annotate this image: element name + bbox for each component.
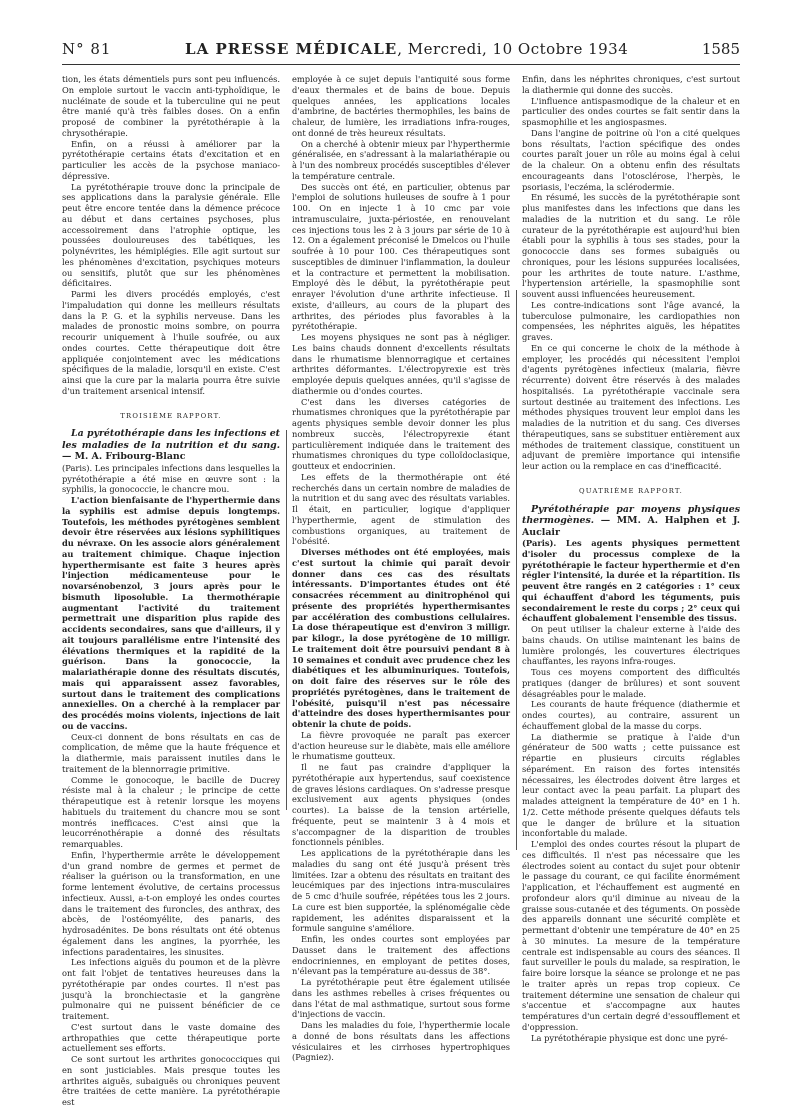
paragraph: La pyrétothérapie physique est donc une pyré- [531,1032,728,1043]
paragraph: Des succès ont été, en particulier, obtenus par l'emploi de solutions huileuses de soufre à 1 pour 100. On en injecte 1 à 10 cmc par voie intramusculaire, juxta-périostée, en renouvelant ces injections tous les 2 à 3 jours par série de 10 à 12. On a également préconisé le Dmelcos ou l'huile soufrée à 10 pour 100. Ces thérapeutiques sont susceptibles de diminuer l'inflammation, la douleur et la contracture et permettent la mobilisation. Employé dès le début, la pyrétothérapie peut enrayer l'évolution d'une arthrite infectieuse. Il existe, d'ailleurs, au cours de la plupart des arthrites, des périodes plus favorables à la pyrétothérapie. [292,181,510,332]
section-label: TROISIÈME RAPPORT. [120,411,222,420]
article-body [62,74,742,1107]
paragraph: C'est surtout dans le vaste domaine des arthropathies que cette thérapeutique porte actuellement ses efforts. [62,1021,280,1054]
paragraph: Les contre-indications sont l'âge avancé, la tuberculose pulmonaire, les cardiopathies non compensées, les néphrites aiguës, les hépatites graves. [522,299,740,342]
paragraph: En ce qui concerne le choix de la méthode à employer, les procédés qui nécessitent l'emploi d'agents pyrétogènes infectieux (malaria, fièvre récurrente) doivent être réservés à des malades hospitalisés. La pyrétothérapie vaccinale sera surtout destinée au traitement des infections. Les méthodes physiques trouvent leur emploi dans les maladies de la nutrition et du sang. Ces diverses thérapeutiques, sans se substituer entièrement aux méthodes de traitement classique, constituent un adjuvant de première importance qui intensifie leur action ou la remplace en cas d'inefficacité. [522,342,740,471]
paragraph: Enfin, on a réussi à améliorer par la pyrétothérapie certains états d'excitation et en particulier les accès de la psychose maniaco-dépressive. [62,138,280,181]
paragraph: Enfin, dans les néphrites chroniques, c'est surtout la diathermie qui donne des succès. [522,74,740,95]
page-header [62,40,740,65]
report-heading [62,428,280,463]
paragraph: Dans les maladies du foie, l'hyperthermie locale a donné de bons résultats dans les affections vésiculaires et les cirrhoses hypertrophiques (Pagniez). [292,1020,510,1063]
paragraph: (Paris). Les agents physiques permettent d'isoler du processus complexe de la pyrétothérapie le facteur hyperthermie et d'en régler l'intensité, la durée et la répartition. Ils peuvent être rangés en 2 catégories : 1° ceux qui échauffent d'abord les téguments, puis secondairement le reste du corps ; 2° ceux qui échauffent globalement l'ensemble des tissus. [522,538,740,624]
column-3 [522,74,740,1074]
issue-number: N° 81 [62,40,112,58]
paragraph: employée à ce sujet depuis l'antiquité sous forme d'eaux thermales et de bains de boue. Depuis quelques années, les applications locales d'ambrine, de bactéries thermophiles, les bains de chaleur, de lumière, les irradiations infra-rouges, ont donné de très heureux résultats. [292,74,510,138]
column-2 [292,74,510,1074]
paragraph: Les applications de la pyrétothérapie dans les maladies du sang ont été jusqu'à présent très limitées. Izar a obtenu des résultats en traitant des leucémiques par des injections intra-musculaires de 5 cmc d'huile soufrée, répétées tous les 2 jours. La cure est bien supportée, la splénomégalie cède rapidement, les adénites disparaissent et la formule sanguine s'améliore. [292,848,510,934]
paragraph: Diverses méthodes ont été employées, mais c'est surtout la chimie qui paraît devoir donner dans ces cas des résultats intéressants. D'importantes études ont été consacrées récemment au dinitrophénol qui présente des propriétés hyperthermisantes par accélération des combustions cellulaires. La dose thérapeutique est d'environ 3 milligr. par kilogr., la dose pyrétogène de 10 milligr. Le traitement doit être poursuivi pendant 8 à 10 semaines et conduit avec prudence chez les diabétiques et les albuminuriques. Toutefois, on doit faire des réserves sur le rôle des propriétés pyrétogènes, dans le traitement de l'obésité, puisqu'il n'est pas nécessaire d'atteindre des doses hyperthermisantes pour obtenir la chute de poids. [292,547,510,729]
report-author: — MM. A. Halphen et J. Auclair [522,515,740,538]
paragraph: Parmi les divers procédés employés, c'est l'impaludation qui donne les meilleurs résultats dans la P. G. et la syphilis nerveuse. Dans les malades de pronostic moins sombre, on pourra recourir uniquement à l'huile soufrée, ou aux ondes courtes. Cette thérapeutique doit être appliquée conjointement avec les médications spécifiques de la maladie, lorsqu'il en existe. C'est ainsi que la cure par la malaria pourra être suivie d'un traitement arsenical intensif. [62,289,280,396]
journal-title [185,40,628,58]
paragraph: (Paris). Les principales infections dans lesquelles la pyrétothérapie a été mise en œuvre sont : la syphilis, la gonococcie, le chancre mou. [62,462,280,495]
issue-date: , Mercredi, 10 Octobre 1934 [397,40,629,58]
masthead: LA PRESSE MÉDICALE [185,40,398,58]
paragraph: Comme le gonocoque, le bacille de Ducrey résiste mal à la chaleur ; le principe de cette thérapeutique est à retenir lorsque les moyens habituels du traitement du chancre mou se sont montrés inefficaces. C'est ainsi que la leucorrénothérapie a donné des résultats remarquables. [62,774,280,849]
report-title: La pyrétothérapie dans les infections et les maladies de la nutrition et du sang. [62,428,280,451]
paragraph: Enfin, les ondes courtes sont employées par Dausset dans le traitement des affections endocriniennes, en employant de petites doses, n'élevant pas la température au-dessus de 38°. [292,934,510,977]
paragraph: Les effets de la thermothérapie ont été recherchés dans un certain nombre de maladies de la nutrition et du sang avec des résultats variables. Il était, en particulier, logique d'appliquer l'hyperthermie, agent de stimulation des combustions organiques, au traitement de l'obésité. [292,471,510,547]
paragraph: L'emploi des ondes courtes résout la plupart de ces difficultés. Il n'est pas nécessaire que les électrodes soient au contact du sujet pour obtenir le passage du courant, ce qui facilite énormément l'application, et l'échauffement est augmenté en profondeur alors qu'il diminue au niveau de la graisse sous-cutanée et des téguments. On possède des appareils donnant une sécurité complète et permettant d'obtenir une température de 40° en 25 à 30 minutes. La mesure de la température centrale est indispensable au cours des séances. Il faut surveiller le pouls du malade, sa respiration, le faire boire lorsque la séance se prolonge et ne pas le traiter après un repas trop copieux. Ce traitement détermine une sensation de chaleur qui s'accentue et s'accompagne aux hautes températures d'un certain degré d'essoufflement et d'oppression. [522,839,740,1032]
paragraph: Dans l'angine de poitrine où l'on a cité quelques bons résultats, l'action spécifique des ondes courtes paraît jouer un rôle au moins égal à celui de la chaleur. On a obtenu enfin des résultats encourageants dans l'otosclérose, l'herpès, le psoriasis, l'eczéma, la sclérodermie. [522,127,740,192]
paragraph: La pyrétothérapie peut être également utilisée dans les asthmes rebelles à crises fréquentes ou dans l'état de mal asthmatique, surtout sous forme d'injections de vaccin. [292,977,510,1020]
page-number: 1585 [701,40,740,58]
column-1 [62,74,280,1107]
paragraph: On peut utiliser la chaleur externe à l'aide des bains chauds. On utilise maintenant les bains de lumière prolongés, les couvertures électriques chauffantes, les rayons infra-rouges. [522,624,740,667]
paragraph: Les moyens physiques ne sont pas à négliger. Les bains chauds donnent d'excellents résultats dans le rhumatisme blennorragique et certaines arthrites déformantes. L'électropyrexie est très employée depuis quelques années, qu'il s'agisse de diathermie ou d'ondes courtes. [292,332,510,396]
report-author: — M. A. Fribourg-Blanc [62,451,186,463]
paragraph: L'influence antispasmodique de la chaleur et en particulier des ondes courtes se fait sentir dans la spasmophilie et les angiospasmes. [522,95,740,127]
paragraph: Tous ces moyens comportent des difficultés pratiques (danger de brûlures) et sont souvent désagréables pour le malade. [522,667,740,699]
paragraph: C'est dans les diverses catégories de rhumatismes chroniques que la pyrétothérapie par agents physiques semble devoir donner les plus nombreux succès, l'électropyrexie étant particulièrement indiquée dans le traitement des rhumatismes chroniques du type colloïdoclasique, goutteux et endocrinien. [292,396,510,471]
paragraph: Enfin, l'hyperthermie arrête le développement d'un grand nombre de germes et permet de réaliser la guérison ou la transformation, en une forme lentement évolutive, de certains processus infectieux. Aussi, a-t-on employé les ondes courtes dans le traitement des furoncles, des anthrax, des abcès, de l'ostéomyélite, des panaris, des hydrosadénites. De bons résultats ont été obtenus également dans les angines, la pyorrhée, les infections paradentaires, les sinusites. [62,849,280,957]
section-label: QUATRIÈME RAPPORT. [578,486,684,495]
paragraph: Les courants de haute fréquence (diathermie et ondes courtes), au contraire, assurent un échauffement global de la masse du corps. [522,699,740,731]
paragraph: La fièvre provoquée ne paraît pas exercer d'action heureuse sur le diabète, mais elle améliore le rhumatisme goutteux. [292,729,510,762]
paragraph: La diathermie se pratique à l'aide d'un générateur de 500 watts ; cette puissance est répartie en plusieurs circuits réglables séparément. En raison des fortes intensités nécessaires, les électrodes doivent être larges et leur contact avec la peau parfait. La plupart des malades atteignent la température de 40° en 1 h. 1/2. Cette méthode présente quelques défauts tels que le danger de brûlure et la situation inconfortable du malade. [522,731,740,839]
paragraph: tion, les états démentiels purs sont peu influencés. On emploie surtout le vaccin anti-typhoïdique, le nucléinate de soude et la tuberculine qui ne peut être manié qu'à très faibles doses. On a enfin proposé de combiner la pyrétothérapie à la chrysothérapie. [62,74,280,138]
paragraph: Ce sont surtout les arthrites gonococciques qui en sont justiciables. Mais presque toutes les arthrites aiguës, subaiguës ou chroniques peuvent être traitées de cette manière. La pyrétothérapie est [62,1054,280,1107]
report-heading [522,504,740,539]
paragraph: La pyrétothérapie trouve donc la principale de ses applications dans la paralysie générale. Elle peut être encore tentée dans la démence précoce au début et dans certaines psychoses, plus accessoirement dans l'atrophie optique, les poussées douloureuses des tabétiques, les polynévrites, les hémiplégies. Elle agit surtout sur les phénomènes d'excitation, psychiques moteurs ou sensitifs, plutôt que sur les phénomènes déficitaires. [62,181,280,289]
paragraph: L'action bienfaisante de l'hyperthermie dans la syphilis est admise depuis longtemps. Toutefois, les méthodes pyrétogènes semblent devoir être réservées aux lésions syphilitiques du névraxe. On les associe alors généralement au traitement chimique. Chaque injection hyperthermisante est faite 3 heures après l'injection médicamenteuse pour le novarsénobenzol, 3 jours après pour le bismuth liposoluble. La thermothérapie augmentant l'activité du traitement permettrait une disparition plus rapide des accidents secondaires, sans que d'ailleurs, il y ait toujours parallélisme entre l'intensité des élévations thermiques et la rapidité de la guérison. Dans la gonococcie, la malariathérapie donne des résultats discutés, mais qui apparaissent assez favorables, surtout dans le traitement des complications annexielles. On a cherché à la remplacer par des procédés moins violents, injections de lait ou de vaccins. [62,495,280,731]
report-title: Pyrétothérapie par moyens physiques thermogènes. [522,503,740,526]
paragraph: On a cherché à obtenir mieux par l'hyperthermie généralisée, en s'adressant à la malariathérapie ou à l'un des nombreux procédés susceptibles d'élever la température centrale. [292,138,510,181]
paragraph: Les infections aiguës du poumon et de la plèvre ont fait l'objet de tentatives heureuses dans la pyrétothérapie par ondes courtes. Il n'est pas jusqu'à la bronchiectasie et la gangrène pulmonaire qui ne puissent bénéficier de ce traitement. [62,957,280,1021]
paragraph: En résumé, les succès de la pyrétothérapie sont plus manifestes dans les infections que dans les maladies de la nutrition et du sang. Le rôle curateur de la pyrétothérapie est aujourd'hui bien établi pour la syphilis à tous ses stades, pour la gonococcie dans ses formes subaiguës ou chroniques, pour les lésions suppurées localisées, pour les arthrites de toute nature. L'asthme, l'hypertension artérielle, la spasmophilie sont souvent aussi influencées heureusement. [522,192,740,299]
paragraph: Ceux-ci donnent de bons résultats en cas de complication, de même que la haute fréquence et la diathermie, mais paraissent inutiles dans le traitement de la blennorragie primitive. [62,731,280,774]
paragraph: Il ne faut pas craindre d'appliquer la pyrétothérapie aux hypertendus, sauf coexistence de graves lésions cardiaques. On s'adresse presque exclusivement aux agents physiques (ondes courtes). La baisse de la tension artérielle, fréquente, peut se maintenir 3 à 4 mois et s'accompagner de la disparition de troubles fonctionnels pénibles. [292,762,510,848]
